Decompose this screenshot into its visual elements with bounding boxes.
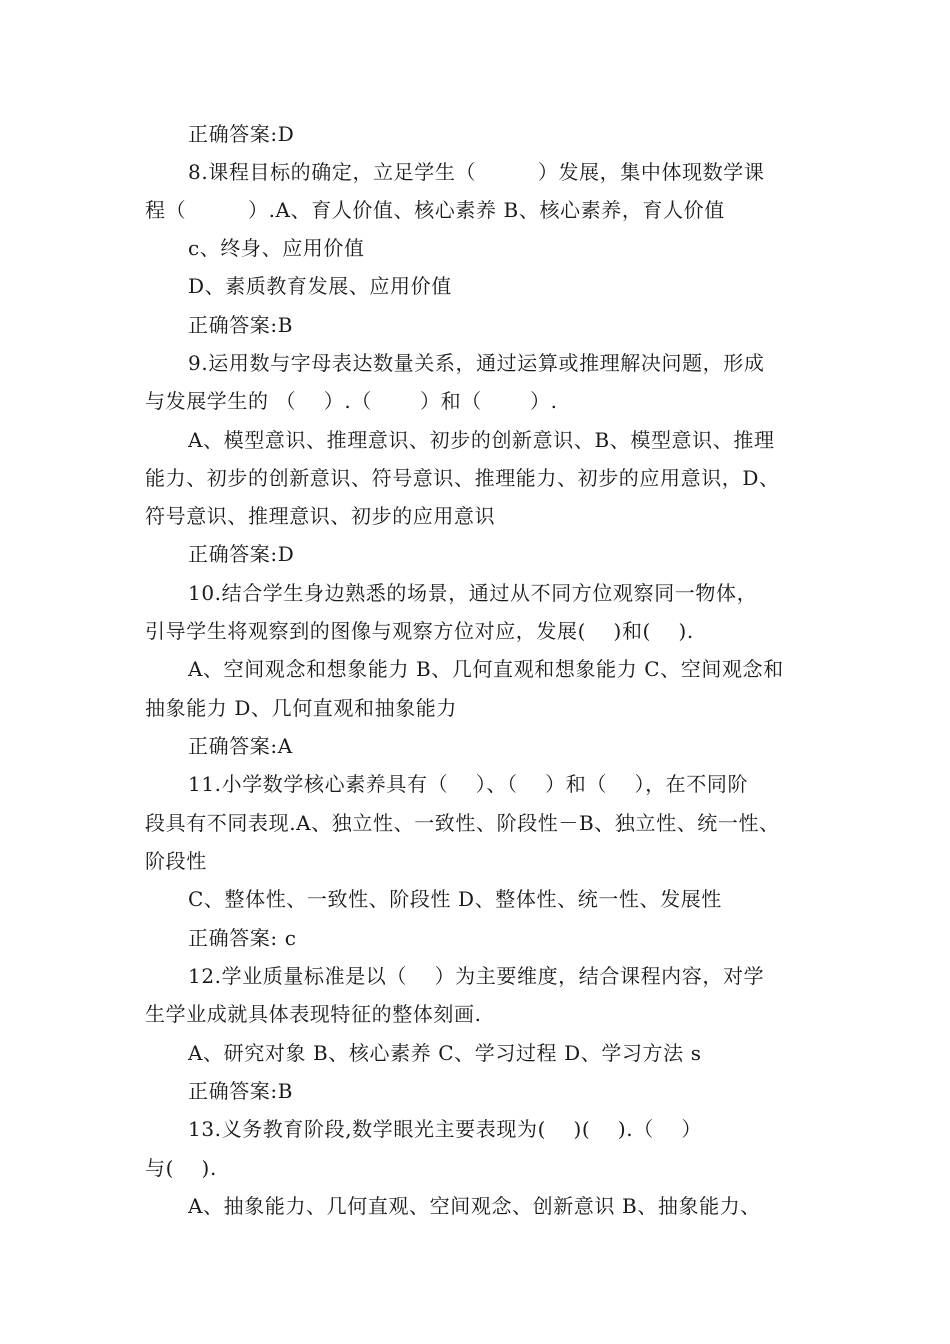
question-11-line-3: 阶段性: [145, 849, 207, 873]
question-9-options-line-1: A、模型意识、推理意识、初步的创新意识、B、模型意识、推理: [188, 428, 775, 452]
question-10-options-line-1: A、空间观念和想象能力 B、几何直观和想象能力 C、空间观念和: [188, 657, 784, 681]
question-10-options-line-2: 抽象能力 D、几何直观和抽象能力: [145, 696, 457, 720]
question-8-line-1: 8.课程目标的确定，立足学生（ ）发展，集中体现数学课: [188, 160, 765, 184]
question-11-line-2: 段具有不同表现.A、独立性、一致性、阶段性－B、独立性、统一性、: [145, 811, 780, 835]
question-10-line-2: 引导学生将观察到的图像与观察方位对应，发展( )和( ).: [145, 619, 694, 643]
answer-11: 正确答案: c: [188, 926, 297, 950]
question-9-options-line-3: 符号意识、推理意识、初步的应用意识: [145, 504, 496, 528]
question-10-line-1: 10.结合学生身边熟悉的场景，通过从不同方位观察同一物体，: [188, 581, 758, 605]
question-9-line-2: 与发展学生的 （ ）.（ ）和（ ）.: [145, 389, 558, 413]
answer-7: 正确答案:D: [188, 122, 295, 146]
question-13-line-1: 13.义务教育阶段,数学眼光主要表现为( )( ).（ ）: [188, 1117, 703, 1141]
question-11-line-1: 11.小学数学核心素养具有（ ）、（ ）和（ ），在不同阶: [188, 772, 749, 796]
question-8-option-c: c、终身、应用价值: [188, 236, 365, 260]
question-9-options-line-2: 能力、初步的创新意识、符号意识、推理能力、初步的应用意识，D、: [145, 466, 780, 490]
answer-9: 正确答案:D: [188, 542, 295, 566]
question-12-options: A、研究对象 B、核心素养 C、学习过程 D、学习方法 s: [188, 1041, 702, 1065]
question-12-line-2: 生学业成就具体表现特征的整体刻画.: [145, 1002, 482, 1026]
question-13-options-line-1: A、抽象能力、几何直观、空间观念、创新意识 B、抽象能力、: [188, 1194, 761, 1218]
question-13-line-2: 与( ).: [145, 1156, 217, 1180]
answer-12: 正确答案:B: [188, 1079, 294, 1103]
question-9-line-1: 9.运用数与字母表达数量关系，通过运算或推理解决问题，形成: [188, 351, 765, 375]
question-8-option-d: D、素质教育发展、应用价值: [188, 274, 452, 298]
answer-8: 正确答案:B: [188, 313, 294, 337]
question-8-line-2: 程（ ）.A、育人价值、核心素养 B、核心素养，育人价值: [145, 198, 725, 222]
question-12-line-1: 12.学业质量标准是以（ ）为主要维度，结合课程内容，对学: [188, 964, 765, 988]
answer-10: 正确答案:A: [188, 734, 293, 758]
question-11-options: C、整体性、一致性、阶段性 D、整体性、统一性、发展性: [188, 887, 722, 911]
